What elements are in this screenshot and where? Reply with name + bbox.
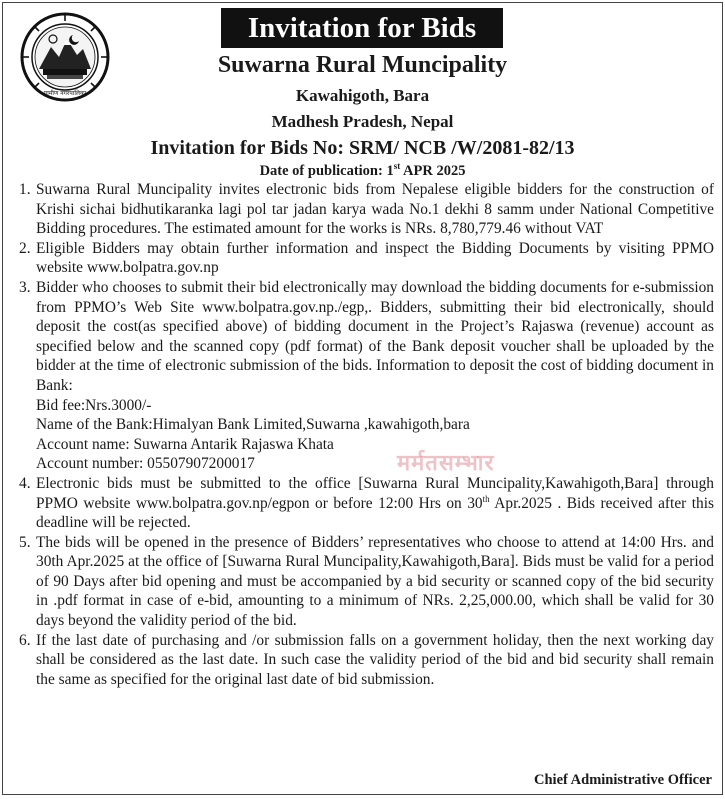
signoff: Chief Administrative Officer bbox=[534, 772, 712, 788]
item-number: 4. bbox=[19, 474, 31, 492]
pub-date-sup: st bbox=[393, 161, 401, 172]
bid-fee: Bid fee:Nrs.3000/- bbox=[36, 396, 152, 414]
notice-item-2 bbox=[19, 239, 714, 278]
logo-caption: ग्रामीण नगरपालिका bbox=[43, 90, 87, 97]
org-name: Suwarna Rural Muncipality bbox=[217, 52, 508, 78]
account-number: Account number: 05507907200017 bbox=[36, 455, 255, 473]
item-text: Eligible Bidders may obtain further information and inspect the Bidding Documents by visiting PPMO website www.bolpatra.gov.np bbox=[36, 239, 714, 277]
item-number: 6. bbox=[19, 631, 31, 649]
pub-date-rest: APR 2025 bbox=[400, 163, 466, 179]
bank-name: Name of the Bank:Himalyan Bank Limited,Suwarna ,kawahigoth,bara bbox=[36, 416, 470, 434]
notice-items bbox=[19, 180, 714, 689]
ifb-number: Invitation for Bids No: SRM/ NCB /W/2081-82/13 bbox=[150, 137, 575, 159]
notice-item-6 bbox=[19, 631, 714, 690]
item-number: 2. bbox=[19, 239, 31, 257]
item-text: The bids will be opened in the presence of Bidders’ representatives who choose to attend at 14:00 Hrs. and 30th Apr.2025 at the office of [Suwarna Rural Muncipality,Kawahigoth,Bara]. Bids must be valid for a period of 90 Days after bid opening and must be accompanied by a bid security or scanned copy of the bid security in .pdf format in case of e-bid, amounting to a minimum of NRs. 2,25,000.00, which shall be valid for 30 days beyond the validity period of the bid. bbox=[36, 533, 714, 630]
item-text: If the last date of purchasing and /or submission falls on a government holiday, then the next working day shall be considered as the last date. In such case the validity period of the bid and bid security shall remain the same as specified for the original last date of bid submission. bbox=[36, 631, 714, 688]
item-text-a: Electronic bids must be submitted to the office [Suwarna Rural Muncipality,Kawahigoth,Bara] through PPMO website www.bolpatra.gov.np/egpon or before 12:00 Hrs on 30 bbox=[36, 474, 714, 512]
notice-item-5 bbox=[19, 533, 714, 631]
item-text-sup: th bbox=[482, 493, 490, 504]
banner-title: Invitation for Bids bbox=[221, 8, 503, 48]
publication-date bbox=[3, 163, 722, 180]
notice-item-4 bbox=[19, 474, 714, 533]
notice-page bbox=[2, 2, 723, 795]
item-text: Bidder who chooses to submit their bid electronically may download the bidding documents for e-submission from PPMO’s Web Site www.bolpatra.gov.np./egp,. Bidders, submitting their bid electronically, should deposit the cost(as specified above) of bidding document in the Project’s Rajaswa (revenue) account as specified below and the scanned copy (pdf format) of the Bank deposit voucher shall be uploaded by the bidder at the time of electronic submission of the bids. Information to deposit the cost of bidding document in Bank: bbox=[36, 278, 714, 394]
item-text: Suwarna Rural Muncipality invites electronic bids from Nepalese eligible bidders for the construction of Krishi sichai bidhutikaranka lagi pol tar jadan karya wada No.1 dekhi 8 samm under National Competitive Bidding procedures. The estimated amount for the works is NRs. 8,780,779.46 without VAT bbox=[36, 181, 714, 238]
org-province: Madhesh Pradesh, Nepal bbox=[271, 112, 454, 131]
pub-date-label: Date of publication: 1 bbox=[259, 163, 394, 179]
notice-item-1 bbox=[19, 180, 714, 239]
notice-item-3 bbox=[19, 278, 714, 474]
org-location: Kawahigoth, Bara bbox=[295, 86, 430, 105]
item-number: 5. bbox=[19, 533, 31, 551]
item-number: 1. bbox=[19, 181, 31, 198]
item-number: 3. bbox=[19, 278, 31, 296]
item-text-b: Apr.2025 . Bids received after this deadline will be rejected. bbox=[36, 494, 714, 532]
account-name: Account name: Suwarna Antarik Rajaswa Khata bbox=[36, 435, 334, 453]
watermark-text: मर्मतसम्भार bbox=[397, 451, 495, 476]
